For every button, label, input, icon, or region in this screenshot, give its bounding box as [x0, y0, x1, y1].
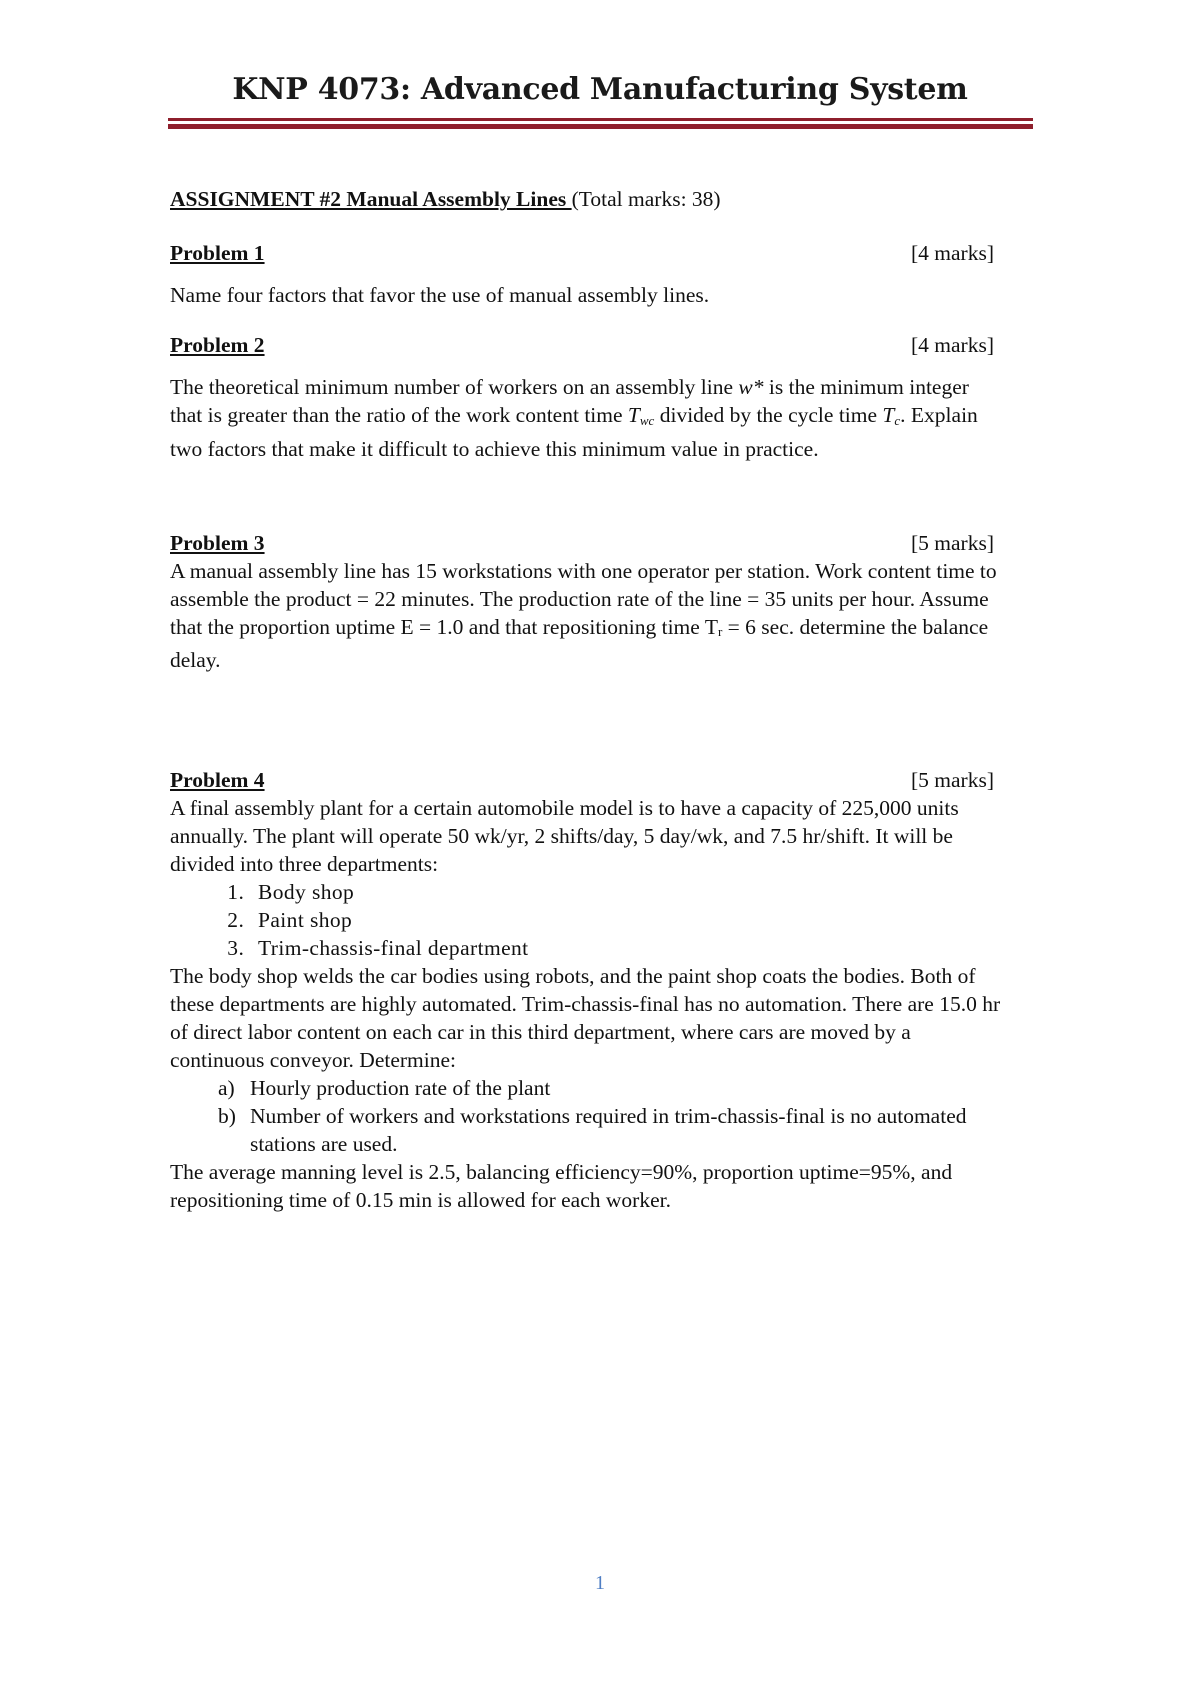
header-rule-thin	[168, 118, 1033, 121]
problem-1-text: Name four factors that favor the use of manual assembly lines.	[170, 283, 710, 307]
problem-2-text-part: divided by the cycle time	[654, 403, 883, 427]
problem-2-marks: [4 marks]	[911, 333, 994, 357]
problem-4-body: The body shop welds the car bodies using robots, and the paint shop coats the bodies. Both of these departments are highly automated. Trim-chassis-final has no automation. There are 15.0 hr of direct labor content on each car in this third department, where cars are moved by a continuous conveyor. Determine:	[170, 964, 1001, 1072]
problem-2-text-part: . Explain two factors that make it difficult to achieve this minimum value in practice.	[170, 403, 978, 461]
tr-subscript: r	[717, 624, 723, 639]
problem-2-title: Problem 2	[170, 333, 265, 357]
problem-3-text	[170, 557, 1002, 674]
problem-4-closing: The average manning level is 2.5, balancing efficiency=90%, proportion uptime=95%, and repositioning time of 0.15 min is allowed for each worker.	[170, 1160, 953, 1212]
list-item: 1. Body shop	[250, 878, 1002, 906]
assignment-heading	[170, 185, 1002, 213]
problem-4-marks: [5 marks]	[911, 768, 994, 792]
list-item: 2. Paint shop	[250, 906, 1002, 934]
document-body	[170, 185, 1002, 1214]
problem-1-marks: [4 marks]	[911, 241, 994, 265]
w-star-symbol: w*	[738, 375, 764, 399]
problem-3-title: Problem 3	[170, 531, 265, 555]
twc-subscript: wc	[639, 413, 655, 428]
departments-list	[170, 878, 1002, 962]
tc-symbol: T	[882, 403, 895, 427]
problem-2-text	[170, 373, 1002, 463]
question-marker: a)	[218, 1076, 235, 1100]
questions-list	[170, 1074, 1002, 1158]
problem-2-text-part: is the minimum integer that is greater than the ratio of the work content time	[170, 375, 969, 427]
course-title: KNP 4073: Advanced Manufacturing System	[232, 72, 968, 107]
problem-1-title: Problem 1	[170, 241, 265, 265]
problem-3-heading	[170, 529, 1002, 557]
problem-4-title: Problem 4	[170, 768, 265, 792]
problem-3-marks: [5 marks]	[911, 531, 994, 555]
question-marker: b)	[218, 1104, 236, 1128]
problem-1-heading	[170, 239, 1002, 267]
problem-2-text-part: The theoretical minimum number of workers on an assembly line	[170, 375, 739, 399]
list-item	[218, 1074, 1002, 1102]
assignment-total-marks: (Total marks: 38)	[571, 187, 721, 211]
list-item	[218, 1102, 1002, 1158]
problem-2-heading	[170, 331, 1002, 359]
list-item: 3. Trim-chassis-final department	[250, 934, 1002, 962]
twc-symbol: T	[627, 403, 640, 427]
assignment-title: ASSIGNMENT #2 Manual Assembly Lines	[170, 187, 572, 211]
question-text: Hourly production rate of the plant	[250, 1076, 551, 1100]
question-text: Number of workers and workstations required in trim-chassis-final is no automated stations are used.	[250, 1104, 967, 1156]
tc-subscript: c	[894, 413, 901, 428]
header-rule-thick	[168, 124, 1033, 129]
problem-3-text-part: = 6 sec. determine the balance delay.	[170, 615, 989, 672]
problem-4-intro: A final assembly plant for a certain automobile model is to have a capacity of 225,000 units annually. The plant will operate 50 wk/yr, 2 shifts/day, 5 day/wk, and 7.5 hr/shift. It will be divided into three departments:	[170, 796, 959, 876]
problem-3-text-part: A manual assembly line has 15 workstations with one operator per station. Work content time to assemble the product = 22 minutes. The production rate of the line = 35 units per hour. Assume that the proportion uptime E = 1.0 and that repositioning time T	[170, 559, 997, 639]
problem-4-heading	[170, 766, 1002, 794]
page-number: 1	[595, 1572, 605, 1594]
